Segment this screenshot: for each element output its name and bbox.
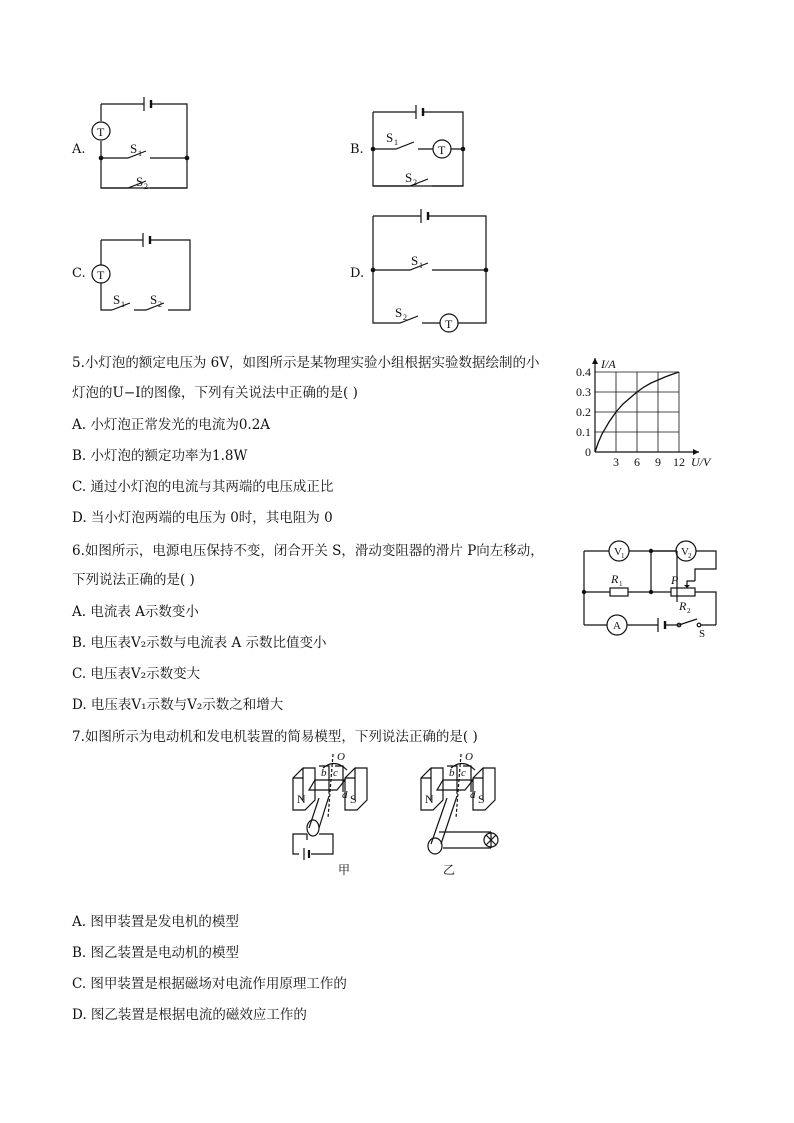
svg-text:T: T bbox=[445, 317, 453, 331]
figure-motor-jia bbox=[293, 751, 367, 877]
option-c-label: C. bbox=[72, 266, 86, 281]
svg-text:2: 2 bbox=[688, 552, 692, 560]
x-tick-label: 9 bbox=[655, 455, 661, 469]
q5-stem-line1: 5.小灯泡的额定电压为 6V，如图所示是某物理实验小组根据实验数据绘制的小 bbox=[72, 355, 540, 371]
y-axis-arrow bbox=[592, 358, 598, 364]
q5-option-c[interactable]: C. 通过小灯泡的电流与其两端的电压成正比 bbox=[72, 479, 334, 495]
svg-text:d: d bbox=[470, 789, 476, 801]
y-tick-label: 0.1 bbox=[576, 425, 591, 439]
svg-text:1: 1 bbox=[138, 149, 142, 158]
motor-generator-figure bbox=[285, 748, 515, 878]
q6-option-b[interactable]: B. 电压表V₂示数与电流表 A 示数比值变小 bbox=[72, 635, 327, 651]
q6-stem-line2: 下列说法正确的是( ) bbox=[72, 572, 195, 588]
y-tick-label: 0.4 bbox=[576, 365, 591, 379]
q6-circuit bbox=[575, 535, 735, 640]
svg-text:S: S bbox=[350, 792, 357, 806]
svg-text:T: T bbox=[438, 143, 446, 157]
iu-graph bbox=[560, 348, 730, 473]
y-tick-label: 0.3 bbox=[576, 385, 591, 399]
q7-option-c[interactable]: C. 图甲装置是根据磁场对电流作用原理工作的 bbox=[72, 976, 347, 992]
svg-text:S: S bbox=[386, 130, 394, 145]
q7-stem-line1: 7.如图所示为电动机和发电机装置的简易模型，下列说法正确的是( ) bbox=[72, 729, 478, 745]
svg-text:O: O bbox=[337, 751, 345, 763]
x-tick-label: 6 bbox=[634, 455, 640, 469]
figure-generator-yi bbox=[421, 751, 498, 877]
svg-text:2: 2 bbox=[403, 313, 407, 322]
x-axis-label: U/V bbox=[691, 455, 711, 469]
y-axis-label: I/A bbox=[601, 357, 616, 371]
caption-yi: 乙 bbox=[443, 863, 456, 877]
svg-text:T: T bbox=[97, 268, 105, 282]
svg-text:N: N bbox=[425, 792, 434, 806]
svg-text:1: 1 bbox=[394, 138, 398, 147]
option-b-label: B. bbox=[350, 142, 364, 157]
option-a-label: A. bbox=[72, 142, 86, 157]
q6-stem-line1: 6.如图所示，电源电压保持不变，闭合开关 S，滑动变阻器的滑片 P向左移动， bbox=[72, 543, 544, 559]
q7-option-d[interactable]: D. 图乙装置是根据电流的磁效应工作的 bbox=[72, 1007, 307, 1023]
q5-option-d[interactable]: D. 当小灯泡两端的电压为 0时，其电阻为 0 bbox=[72, 510, 333, 526]
svg-text:P: P bbox=[671, 573, 679, 587]
svg-text:S: S bbox=[150, 292, 158, 307]
x-tick-label: 12 bbox=[673, 455, 685, 469]
svg-text:b: b bbox=[449, 767, 455, 779]
svg-text:O: O bbox=[465, 751, 473, 763]
y-tick-label: 0.2 bbox=[576, 405, 591, 419]
svg-text:V: V bbox=[681, 546, 689, 558]
q7-option-b[interactable]: B. 图乙装置是电动机的模型 bbox=[72, 945, 240, 961]
option-d-label: D. bbox=[350, 266, 365, 281]
svg-text:c: c bbox=[333, 767, 338, 779]
svg-text:b: b bbox=[321, 767, 327, 779]
svg-text:R: R bbox=[679, 599, 687, 613]
svg-text:S: S bbox=[136, 174, 144, 189]
q7-option-a[interactable]: A. 图甲装置是发电机的模型 bbox=[72, 914, 239, 930]
svg-text:N: N bbox=[297, 792, 306, 806]
q5-option-a[interactable]: A. 小灯泡正常发光的电流为0.2A bbox=[72, 417, 271, 433]
rheostat-r2 bbox=[671, 588, 695, 596]
svg-text:c: c bbox=[461, 767, 466, 779]
svg-text:S: S bbox=[699, 628, 706, 640]
q6-option-c[interactable]: C. 电压表V₂示数变大 bbox=[72, 666, 201, 682]
svg-text:A: A bbox=[613, 620, 621, 632]
svg-text:S: S bbox=[113, 292, 121, 307]
svg-text:V: V bbox=[614, 546, 622, 558]
origin-label: 0 bbox=[585, 445, 591, 459]
resistor-r1 bbox=[610, 588, 628, 596]
svg-text:S: S bbox=[130, 141, 138, 156]
svg-text:2: 2 bbox=[144, 182, 148, 191]
x-tick-label: 3 bbox=[613, 455, 619, 469]
q6-option-a[interactable]: A. 电流表 A示数变小 bbox=[72, 604, 199, 620]
circuit-option-a bbox=[0, 0, 794, 230]
svg-text:2: 2 bbox=[158, 300, 162, 309]
svg-text:S: S bbox=[395, 305, 403, 320]
svg-text:1: 1 bbox=[121, 300, 125, 309]
svg-text:S: S bbox=[405, 170, 413, 185]
svg-text:1: 1 bbox=[419, 261, 423, 270]
svg-text:1: 1 bbox=[621, 552, 625, 560]
q6-option-d[interactable]: D. 电压表V₁示数与V₂示数之和增大 bbox=[72, 697, 284, 713]
svg-text:R: R bbox=[611, 572, 619, 586]
caption-jia: 甲 bbox=[338, 863, 351, 877]
svg-text:2: 2 bbox=[413, 178, 417, 187]
q5-option-b[interactable]: B. 小灯泡的额定功率为1.8W bbox=[72, 448, 248, 464]
svg-text:S: S bbox=[478, 792, 485, 806]
svg-text:d: d bbox=[342, 789, 348, 801]
circuit-option-c bbox=[0, 220, 794, 330]
svg-text:1: 1 bbox=[619, 580, 623, 588]
q5-stem-line2: 灯泡的U−I的图像，下列有关说法中正确的是( ) bbox=[72, 385, 358, 401]
meter-label: T bbox=[97, 125, 105, 139]
svg-text:S: S bbox=[411, 253, 419, 268]
svg-text:2: 2 bbox=[687, 607, 691, 615]
